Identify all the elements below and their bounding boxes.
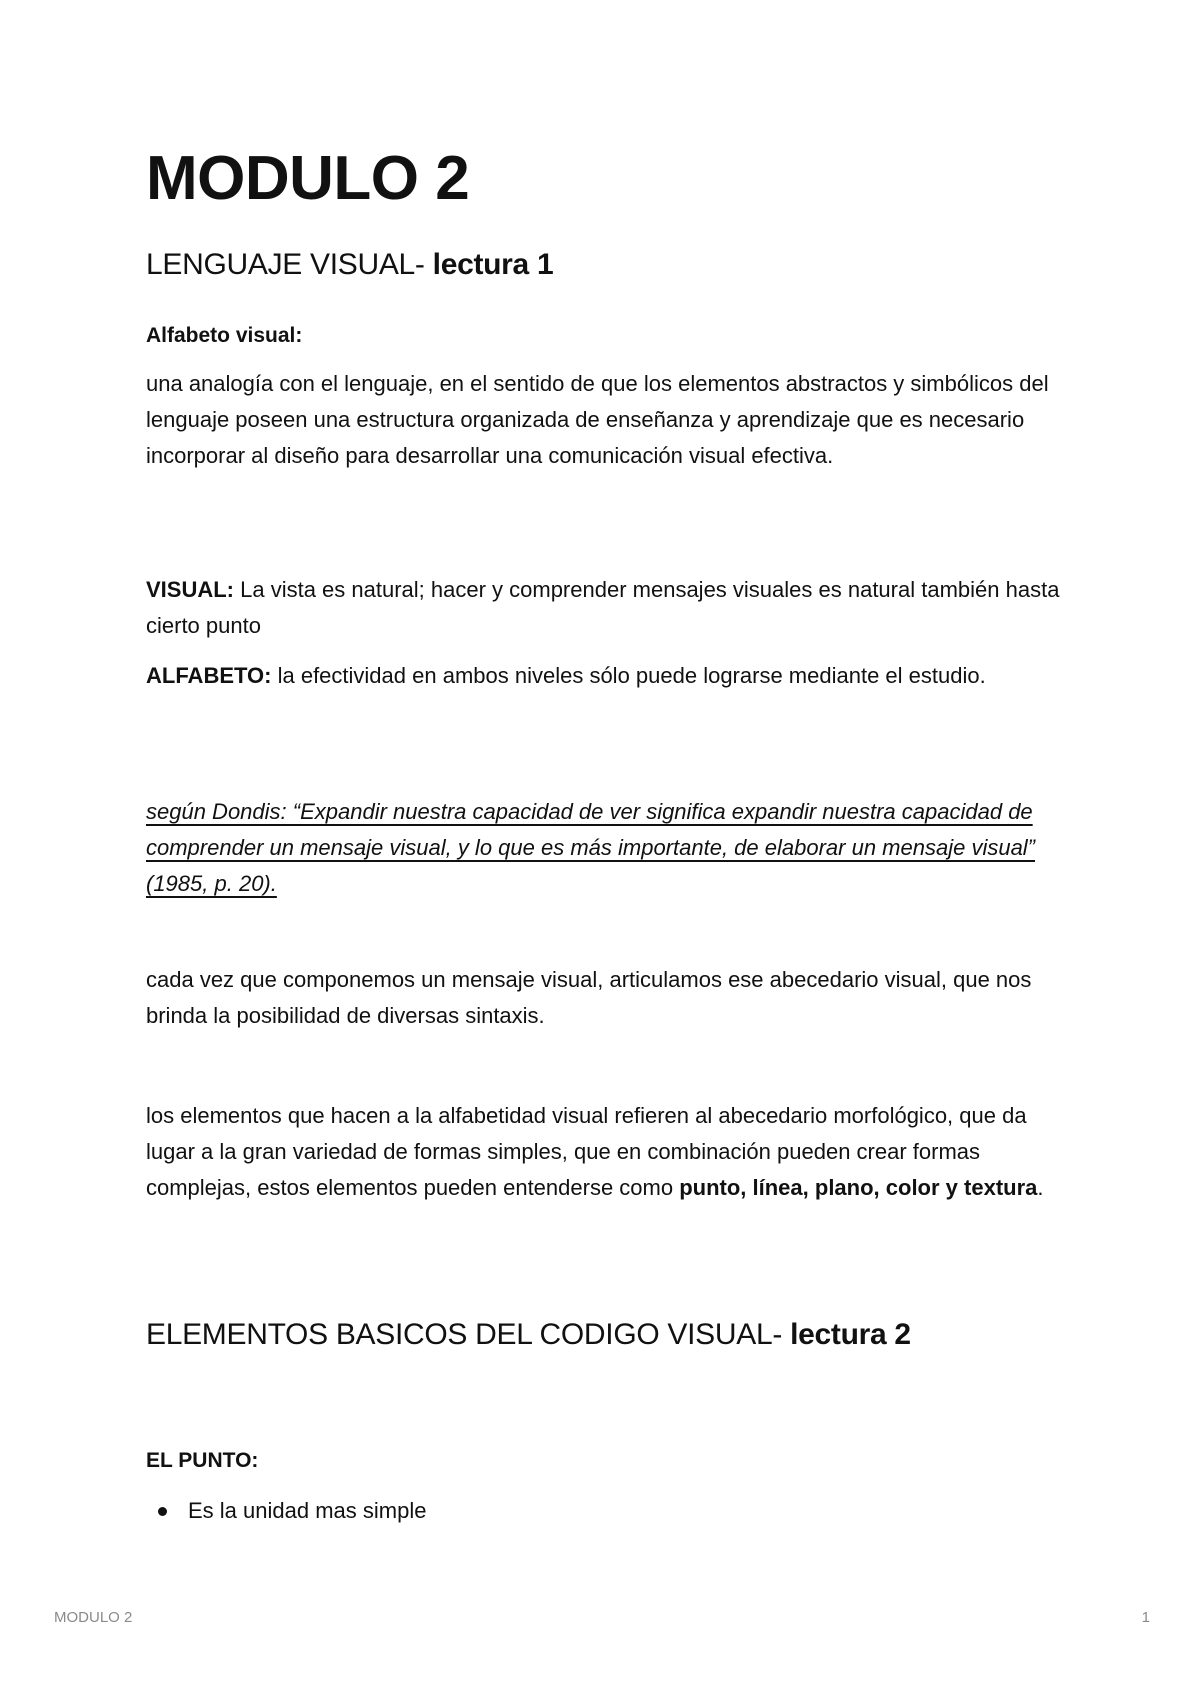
elements-paragraph (146, 1098, 1066, 1206)
bullet-icon (158, 1507, 167, 1516)
section-heading-text: ELEMENTOS BASICOS DEL CODIGO VISUAL- (146, 1318, 791, 1351)
elements-list-bold: punto, línea, plano, color y textura (679, 1175, 1038, 1200)
section-heading-lectura-1 (146, 247, 553, 283)
alfabeto-visual-paragraph: una analogía con el lenguaje, en el sentido de que los elementos abstractos y simbólicos del lenguaje poseen una estructura organizada de enseñanza y aprendizaje que es necesario incorporar al diseño para desarrollar una comunicación visual efectiva. (146, 371, 1049, 468)
section-heading-lectura-2 (146, 1317, 911, 1353)
elements-paragraph-text: los elementos que hacen a la alfabetidad visual refieren al abecedario morfológico, que da lugar a la gran variedad de formas simples, que en combinación pueden crear formas complejas, estos elementos pueden entenderse como (146, 1103, 1027, 1200)
dondis-quote: según Dondis: “Expandir nuestra capacidad de ver significa expandir nuestra capacidad de comprender un mensaje visual, y lo que es más importante, de elaborar un mensaje visual” (1985, p. 20). (146, 799, 1036, 896)
alfabeto-text: la efectividad en ambos niveles sólo puede lograrse mediante el estudio. (271, 663, 986, 688)
visual-text: La vista es natural; hacer y comprender mensajes visuales es natural también hasta cierto punto (146, 577, 1060, 638)
el-punto-label: EL PUNTO: (146, 1449, 259, 1472)
alfabeto-definition (146, 658, 1066, 694)
list-item-text: Es la unidad mas simple (188, 1498, 427, 1523)
elements-paragraph-end: . (1037, 1175, 1044, 1200)
section-heading-bold: lectura 1 (432, 248, 554, 281)
document-title: MODULO 2 (146, 144, 470, 213)
alfabeto-term: ALFABETO: (146, 663, 272, 688)
visual-term: VISUAL: (146, 577, 234, 602)
footer-page-number: 1 (1141, 1609, 1150, 1626)
composition-paragraph: cada vez que componemos un mensaje visual, articulamos ese abecedario visual, que nos brinda la posibilidad de diversas sintaxis. (146, 967, 1032, 1028)
alfabeto-visual-label: Alfabeto visual: (146, 324, 303, 347)
list-item (146, 1493, 426, 1529)
visual-definition (146, 572, 1066, 644)
footer-document-name: MODULO 2 (54, 1609, 133, 1626)
section-heading-text: LENGUAJE VISUAL- (146, 248, 433, 281)
section-heading-bold: lectura 2 (790, 1318, 911, 1351)
el-punto-list (146, 1493, 426, 1529)
